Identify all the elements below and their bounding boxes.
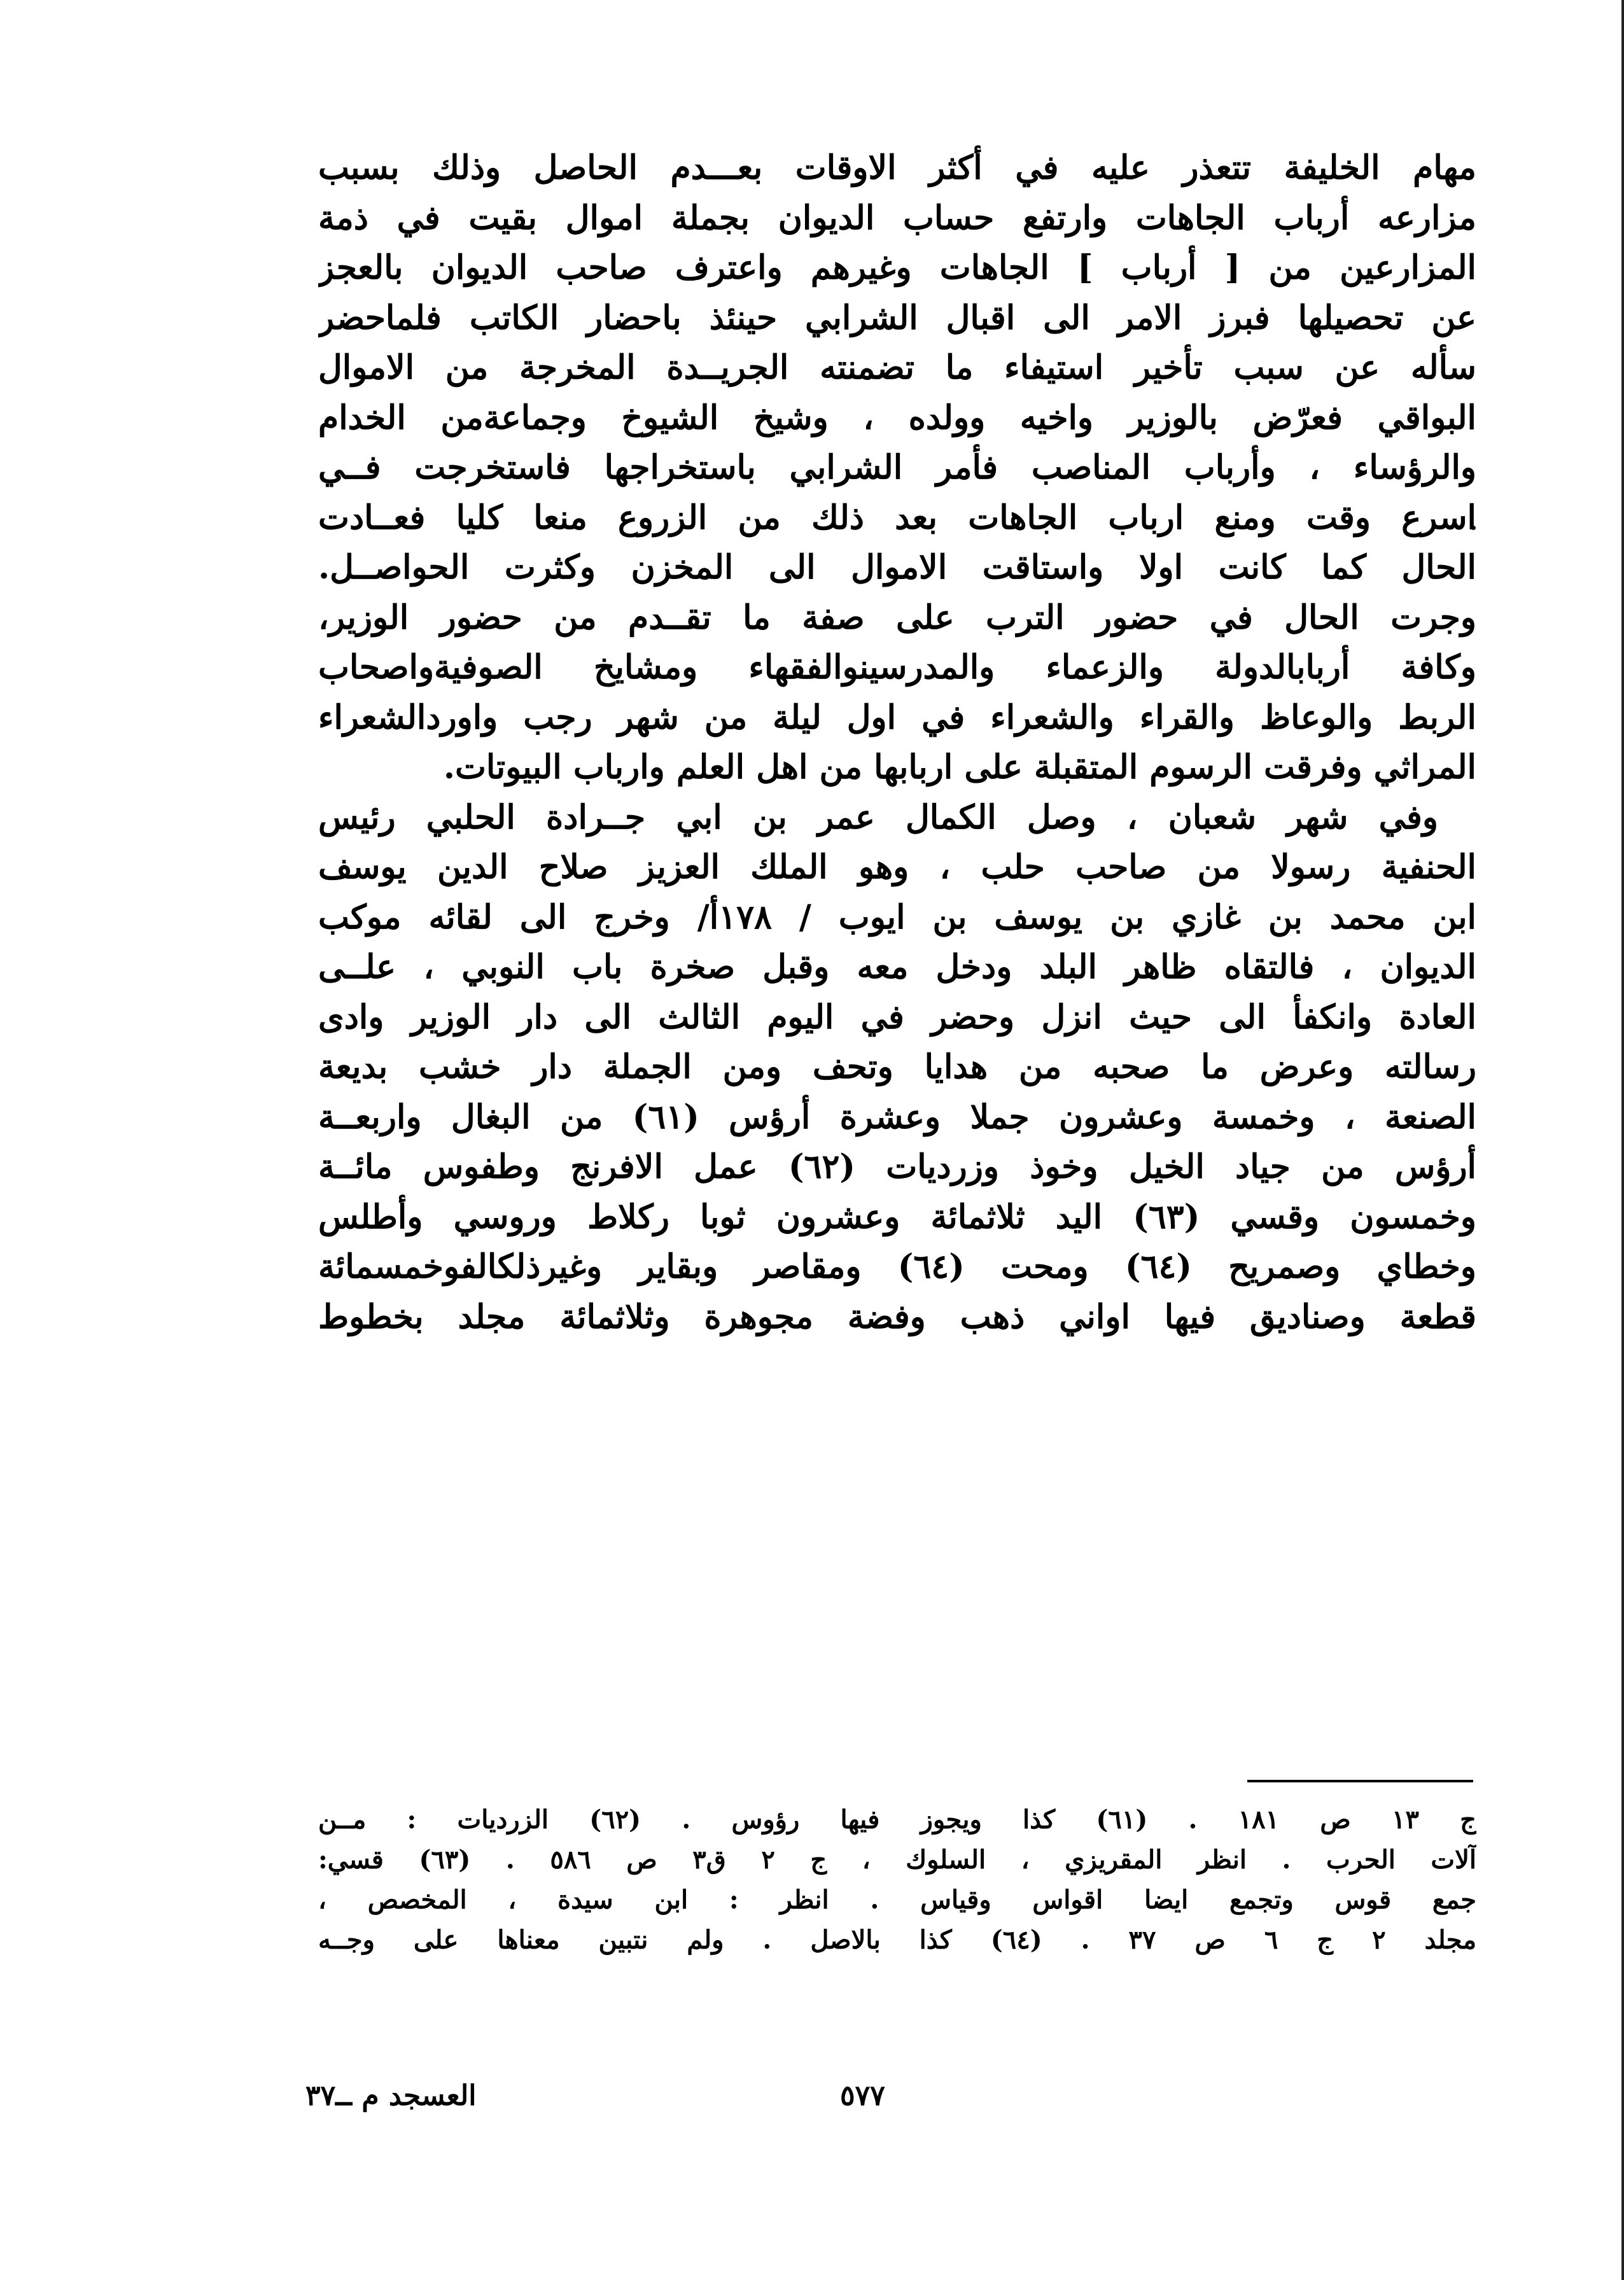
body-line: الديوان ، فالتقاه ظاهر البلد ودخل معه وقبل صخرة باب النوبي ، علــى — [318, 948, 1476, 986]
body-line: الصنعة ، وخمسة وعشرون جملا وعشرة أرؤس (٦١) من البغال واربعــة — [318, 1097, 1476, 1137]
body-line: العادة وانكفأ الى حيث انزل وحضر في اليوم الثالث الى دار الوزير وادى — [318, 997, 1476, 1037]
body-line: أرؤس من جياد الخيل وخوذ وزرديات (٦٢) عمل الافرنج وطفوس مائــة — [318, 1147, 1476, 1186]
body-line: مزارعه أرباب الجاهات وارتفع حساب الديوان بجملة اموال بقيت في ذمة — [318, 198, 1476, 237]
body-line: عن تحصيلها فبرز الامر الى اقبال الشرابي حينئذ باحضار الكاتب فلماحضر — [318, 298, 1476, 337]
body-line: ابن محمد بن غازي بن يوسف بن ايوب / ١٧٨أ/ وخرج الى لقائه موكب — [318, 897, 1476, 937]
footnotes — [318, 1800, 1476, 1960]
body-line: قطعة وصناديق فيها اواني ذهب وفضة مجوهرة وثلاثمائة مجلد بخطوط — [318, 1297, 1476, 1336]
body-line: وخمسون وقسي (٦٣) اليد ثلاثمائة وعشرون ثوبا ركلاط وروسي وأطلس — [318, 1197, 1476, 1236]
body-line: مهام الخليفة تتعذر عليه في أكثر الاوقات بعـــدم الحاصل وذلك بسبب — [318, 148, 1476, 187]
body-line: البواقي فعرّض بالوزير واخيه وولده ، وشيخ الشيوخ وجماعةمن الخدام — [318, 398, 1476, 437]
body-line: وكافة أربابالدولة والزعماء والمدرسينوالفقهاء ومشايخ الصوفيةواصحاب — [318, 648, 1476, 687]
page-number: ٥٧٧ — [840, 2080, 885, 2112]
body-line: المراثي وفرقت الرسوم المتقبلة على اربابها من اهل العلم وارباب البيوتات. — [443, 748, 1476, 787]
page-edge — [1621, 0, 1624, 2280]
footnote-line: جمع قوس وتجمع ايضا اقواس وقياس . انظر : ابن سيدة ، المخصص ، — [318, 1885, 1476, 1915]
body-line: اسرع وقت ومنع ارباب الجاهات بعد ذلك من الزروع منعا كليا فعــادت — [318, 498, 1476, 537]
body-line: رسالته وعرض ما صحبه من هدايا وتحف ومن الجملة دار خشب بديعة — [318, 1047, 1476, 1086]
footnote-separator — [1247, 1780, 1473, 1782]
body-line: سأله عن سبب تأخير استيفاء ما تضمنته الجريــدة المخرجة من الاموال — [318, 348, 1476, 387]
body-line: الحنفية رسولا من صاحب حلب ، وهو الملك العزيز صلاح الدين يوسف — [318, 848, 1476, 886]
body-line: وخطاي وصمريح (٦٤) ومحت (٦٤) ومقاصر وبقاير وغيرذلكالفوخمسمائة — [318, 1247, 1476, 1286]
body-line: الربط والوعاظ والقراء والشعراء في اول ليلة من شهر رجب واوردالشعراء — [318, 697, 1476, 737]
page-footer — [0, 2080, 1624, 2118]
body-line: المزارعين من [ أرباب ] الجاهات وغيرهم واعترف صاحب الديوان بالعجز — [318, 248, 1476, 287]
body-text — [318, 143, 1476, 1342]
footnote-line: ج ١٣ ص ١٨١ . (٦١) كذا ويجوز فيها رؤوس . (٦٢) الزرديات : مــن — [318, 1805, 1476, 1835]
body-line: وجرت الحال في حضور الترب على صفة ما تقــدم من حضور الوزير، — [318, 598, 1476, 637]
signature-mark: العسجد م ــ٣٧ — [305, 2080, 477, 2112]
body-line: والرؤساء ، وأرباب المناصب فأمر الشرابي باستخراجها فاستخرجت فــي — [318, 448, 1476, 487]
body-line: الحال كما كانت اولا واستاقت الاموال الى المخزن وكثرت الحواصــل. — [318, 548, 1476, 587]
footnote-line: آلات الحرب . انظر المقريزي ، السلوك ، ج ٢ ق٣ ص ٥٨٦ . (٦٣) قسي: — [318, 1845, 1476, 1875]
body-line: وفي شهر شعبان ، وصل الكمال عمر بن ابي جــرادة الحلبي رئيس — [318, 797, 1438, 837]
footnote-line: مجلد ٢ ج ٦ ص ٣٧ . (٦٤) كذا بالاصل . ولم نتبين معناها على وجــه — [318, 1925, 1476, 1955]
